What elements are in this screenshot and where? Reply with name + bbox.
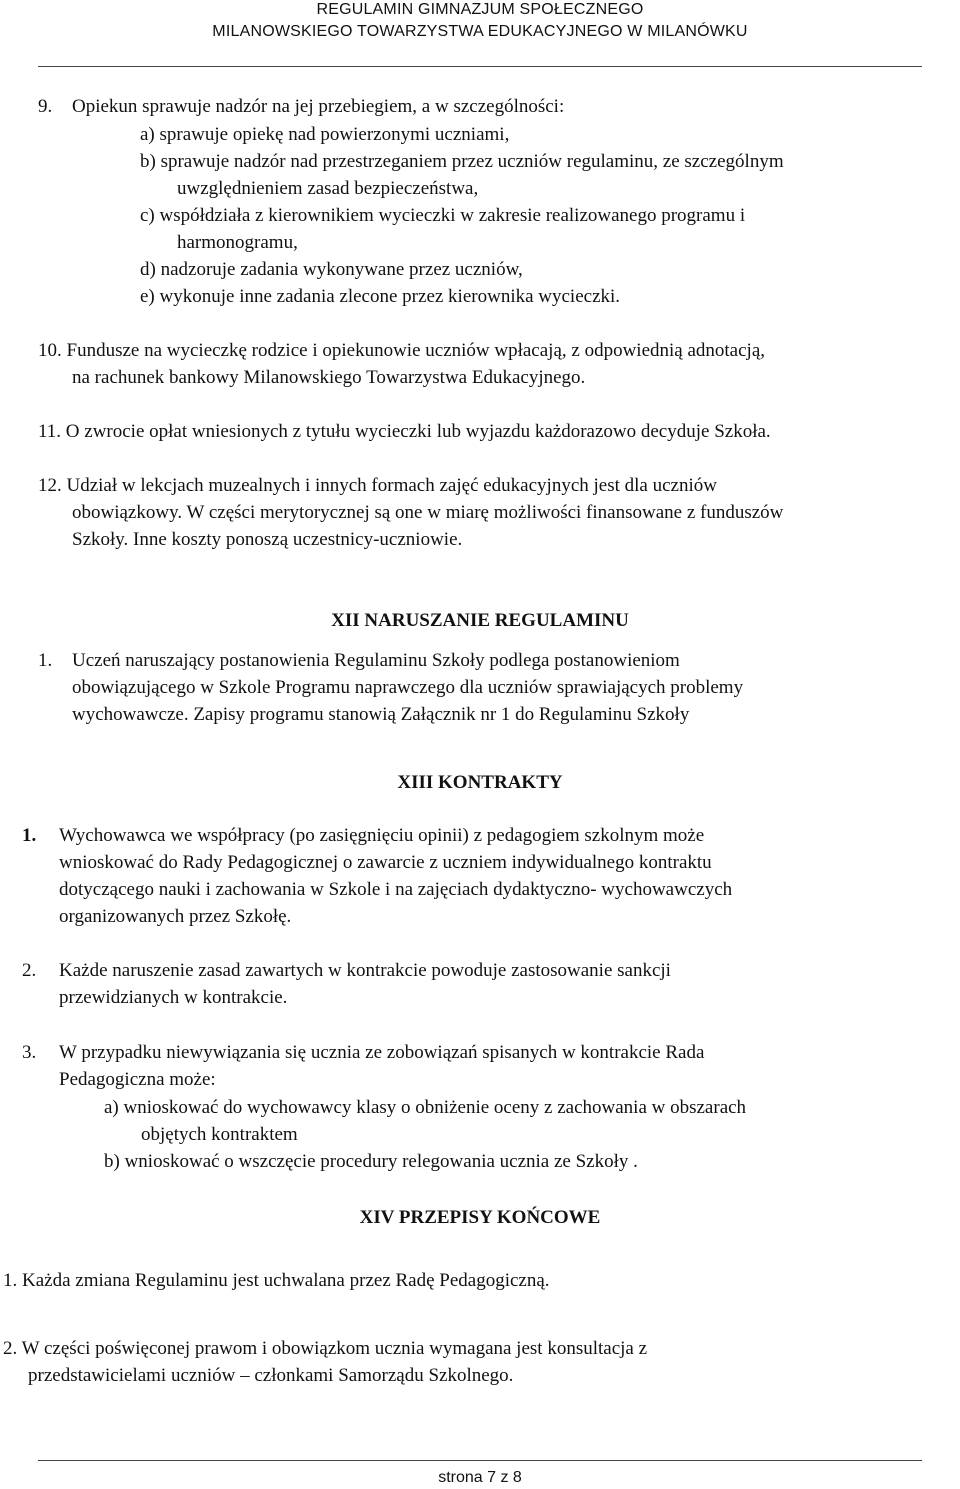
header-line-2: MILANOWSKIEGO TOWARZYSTWA EDUKACYJNEGO W MILANÓWKU: [212, 23, 748, 40]
paragraph-line: organizowanych przez Szkołę.: [59, 906, 292, 927]
paragraph-line: obowiązkowy. W części merytorycznej są one w miarę możliwości finansowane z funduszów: [72, 502, 784, 523]
paragraph-line: wychowawcze. Zapisy programu stanowią Załącznik nr 1 do Regulaminu Szkoły: [72, 704, 690, 725]
footer-rule: [38, 1460, 922, 1461]
list-item: a) wnioskować do wychowawcy klasy o obniżenie oceny z zachowania w obszarach: [104, 1097, 747, 1118]
paragraph-line: Wychowawca we współpracy (po zasięgnięciu opinii) z pedagogiem szkolnym może: [59, 825, 705, 846]
list-item-continuation: harmonogramu,: [177, 232, 298, 253]
paragraph-line: 2. W części poświęconej prawom i obowiązkom ucznia wymagana jest konsultacja z: [3, 1338, 648, 1359]
list-item-continuation: uwzględnieniem zasad bezpieczeństwa,: [177, 178, 479, 199]
paragraph-line: obowiązującego w Szkole Programu naprawczego dla uczniów sprawiających problemy: [72, 677, 744, 698]
list-item: d) nadzoruje zadania wykonywane przez uczniów,: [140, 259, 523, 280]
paragraph-line: na rachunek bankowy Milanowskiego Towarzystwa Edukacyjnego.: [72, 367, 586, 388]
list-item: b) sprawuje nadzór nad przestrzeganiem przez uczniów regulaminu, ze szczególnym: [140, 151, 784, 172]
paragraph-line: 12. Udział w lekcjach muzealnych i innych formach zajęć edukacyjnych jest dla uczniów: [38, 475, 717, 496]
section-heading: XII NARUSZANIE REGULAMINU: [331, 610, 629, 631]
section-heading: XIV PRZEPISY KOŃCOWE: [359, 1207, 601, 1228]
list-item: a) sprawuje opiekę nad powierzonymi uczniami,: [140, 124, 510, 145]
paragraph-line: wnioskować do Rady Pedagogicznej o zawarcie z uczniem indywidualnego kontraktu: [59, 852, 712, 873]
paragraph-line: Opiekun sprawuje nadzór na jej przebiegiem, a w szczególności:: [72, 96, 565, 117]
list-item: b) wnioskować o wszczęcie procedury relegowania ucznia ze Szkoły .: [104, 1151, 638, 1172]
list-item: e) wykonuje inne zadania zlecone przez kierownika wycieczki.: [140, 286, 621, 307]
item-number: 2.: [22, 960, 37, 981]
list-item: c) współdziała z kierownikiem wycieczki w zakresie realizowanego programu i: [140, 205, 746, 226]
item-number: 3.: [22, 1042, 37, 1063]
paragraph-line: Uczeń naruszający postanowienia Regulaminu Szkoły podlega postanowieniom: [72, 650, 680, 671]
item-number: 1.: [38, 650, 53, 671]
paragraph-line: dotyczącego nauki i zachowania w Szkole i na zajęciach dydaktyczno- wychowawczych: [59, 879, 733, 900]
item-number: 9.: [38, 96, 53, 117]
paragraph-line: Każde naruszenie zasad zawartych w kontrakcie powoduje zastosowanie sankcji: [59, 960, 671, 981]
paragraph-line: przedstawicielami uczniów – członkami Samorządu Szkolnego.: [28, 1365, 514, 1386]
item-number: 1.: [22, 825, 37, 846]
list-item-continuation: objętych kontraktem: [141, 1124, 298, 1145]
paragraph-line: Szkoły. Inne koszty ponoszą uczestnicy-uczniowie.: [72, 529, 463, 550]
section-heading: XIII KONTRAKTY: [397, 772, 563, 793]
page-number: strona 7 z 8: [438, 1469, 522, 1486]
paragraph-line: Pedagogiczna może:: [59, 1069, 216, 1090]
header-line-1: REGULAMIN GIMNAZJUM SPOŁECZNEGO: [316, 1, 644, 18]
paragraph-line: 10. Fundusze na wycieczkę rodzice i opiekunowie uczniów wpłacają, z odpowiednią adnotacją,: [38, 340, 766, 361]
header-rule: [38, 66, 922, 67]
paragraph-line: 11. O zwrocie opłat wniesionych z tytułu wycieczki lub wyjazdu każdorazowo decyduje Szkoła.: [38, 421, 771, 442]
paragraph-line: przewidzianych w kontrakcie.: [59, 987, 288, 1008]
paragraph-line: W przypadku niewywiązania się ucznia ze zobowiązań spisanych w kontrakcie Rada: [59, 1042, 705, 1063]
paragraph-line: 1. Każda zmiana Regulaminu jest uchwalana przez Radę Pedagogiczną.: [3, 1270, 550, 1291]
